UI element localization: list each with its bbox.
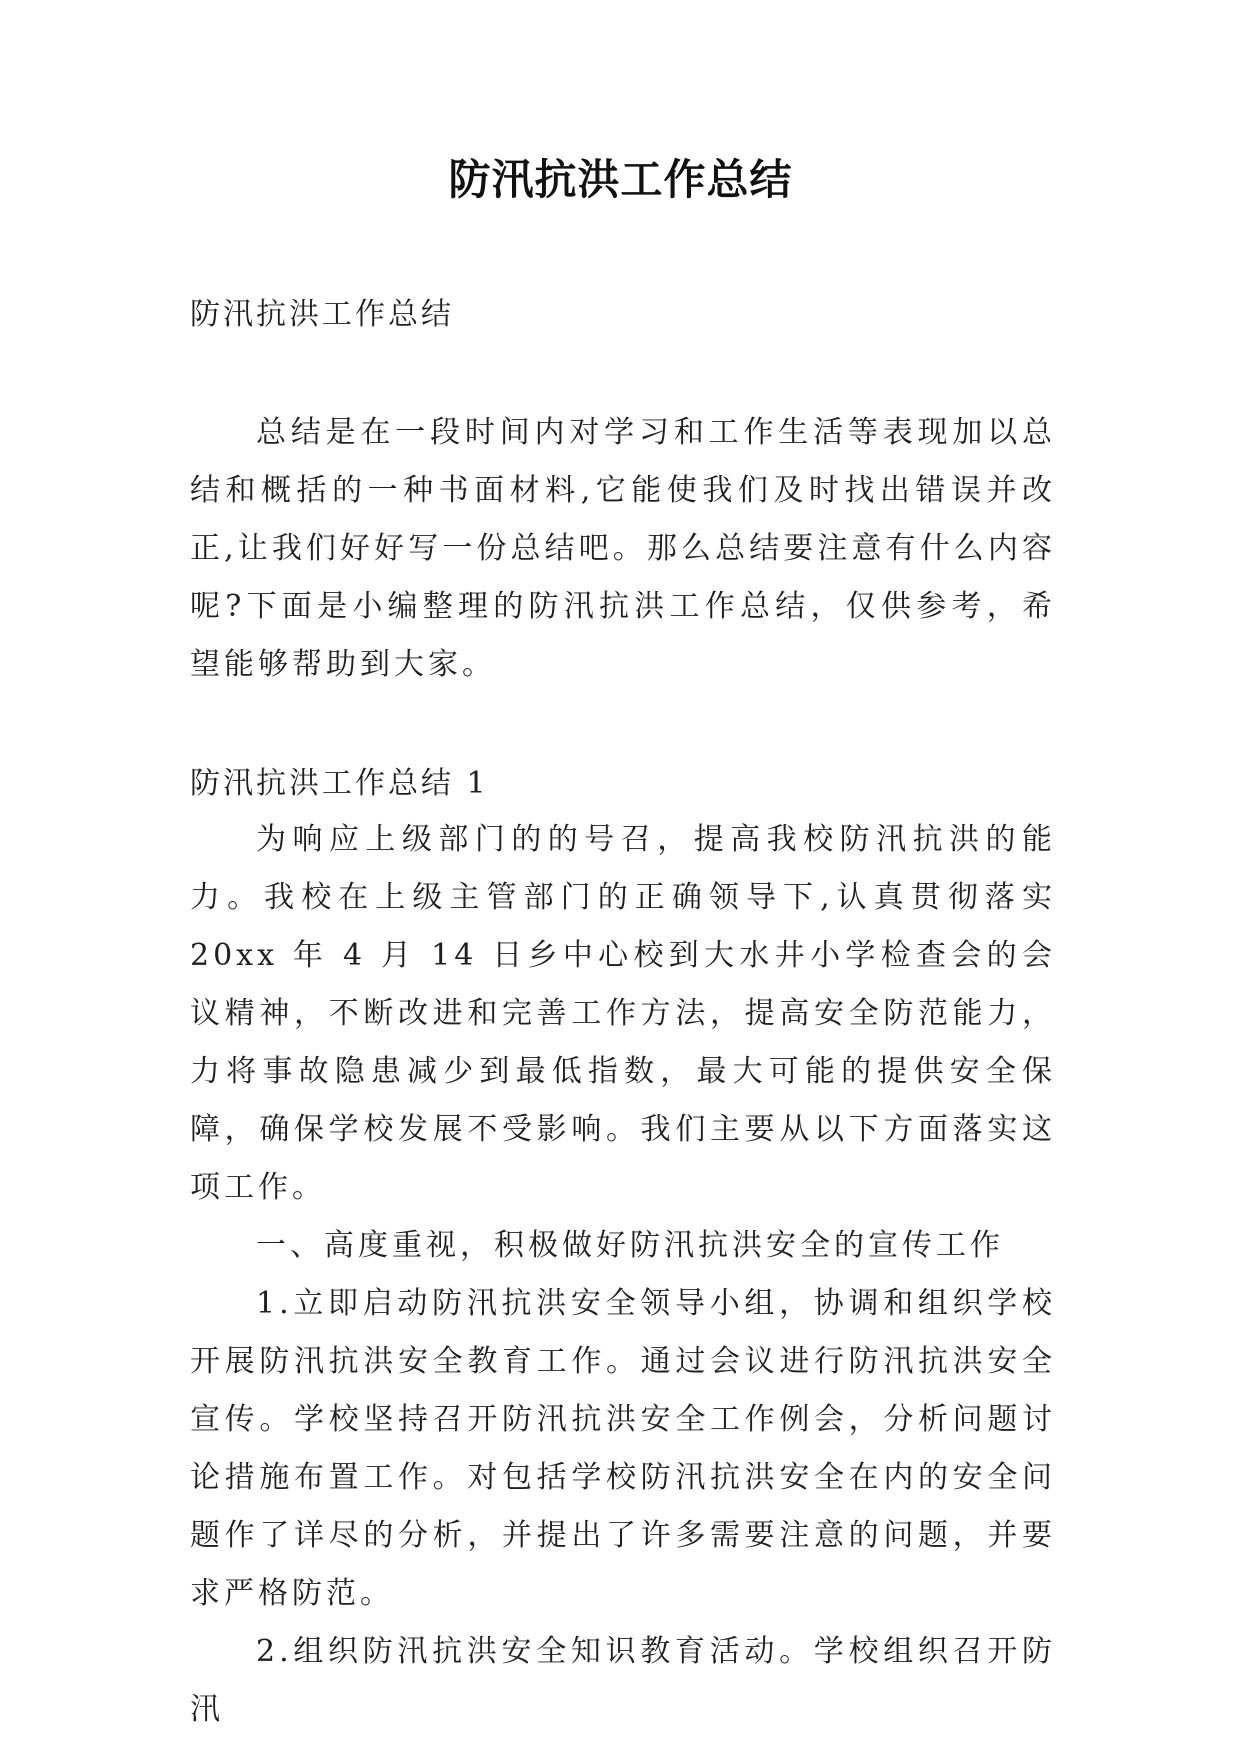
paragraph: 一、高度重视，积极做好防汛抗洪安全的宣传工作 [256,1228,1004,1263]
section-heading: 防汛抗洪工作总结 1 [190,766,489,801]
section-body [190,811,1056,1739]
paragraph: 2.组织防汛抗洪安全知识教育活动。学校组织召开防汛 [190,1634,1056,1727]
intro-paragraph: 总结是在一段时间内对学习和工作生活等表现加以总结和概括的一种书面材料,它能使我们及时找出错误并改正,让我们好好写一份总结吧。那么总结要注意有什么内容呢?下面是小编整理的防汛抗洪工作总结，仅供参考，希望能够帮助到大家。 [190,415,1056,682]
paragraph: 1.立即启动防汛抗洪安全领导小组，协调和组织学校开展防汛抗洪安全教育工作。通过会议进行防汛抗洪安全宣传。学校坚持召开防汛抗洪安全工作例会，分析问题讨论措施布置工作。对包括学校防汛抗洪安全在内的安全问题作了详尽的分析，并提出了许多需要注意的问题，并要求严格防范。 [190,1286,1056,1611]
document-title: 防汛抗洪工作总结 [448,155,793,204]
paragraph: 为响应上级部门的的号召，提高我校防汛抗洪的能力。我校在上级主管部门的正确领导下,认真贯彻落实 20xx 年 4 月 14 日乡中心校到大水井小学检查会的会议精神，不断改进和完善工作方法，提高安全防范能力，力将事故隐患减少到最低指数，最大可能的提供安全保障，确保学校发展不受影响。我们主要从以下方面落实这项工作。 [190,822,1056,1205]
document-subtitle: 防汛抗洪工作总结 [190,297,454,332]
